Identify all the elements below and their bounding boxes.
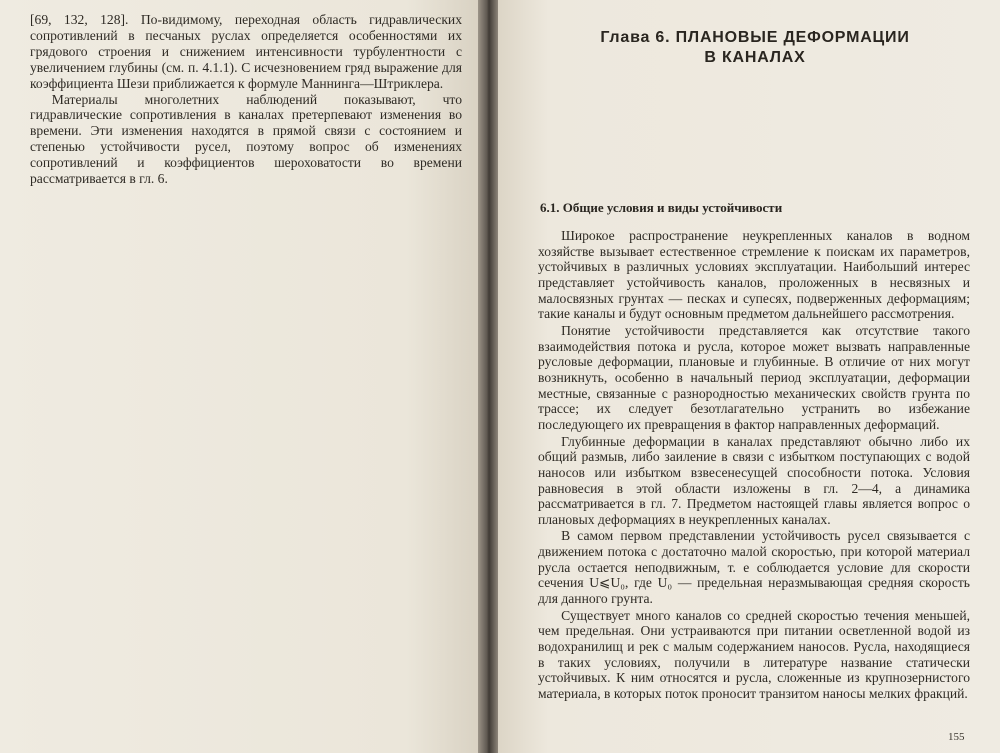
right-paragraph-1: Широкое распространение неукрепленных каналов в водном хозяйстве вызывает естественное стремление к поискам их параметров, устойчивых в различных условиях эксплуатации. Наибольший интерес представляет устойчивость каналов, проложенных в несвязных и малосвязных грунтах — песках и супесях, подверженных деформациям; такие каналы и будут основным предметом дальнейшего рассмотрения. [538, 228, 970, 322]
chapter-title [540, 28, 970, 68]
page-number: 155 [948, 731, 965, 743]
right-page-body [538, 228, 970, 703]
chapter-title-line-1: Глава 6. ПЛАНОВЫЕ ДЕФОРМАЦИИ [600, 29, 910, 46]
section-heading: 6.1. Общие условия и виды устойчивости [540, 200, 783, 215]
right-paragraph-5: Существует много каналов со средней скоростью течения меньшей, чем предельная. Они устраиваются при питании осветленной водой из водохранилищ и рек с малым содержанием наносов. Русла, находящиеся в таких условиях, получили в литературе название статически устойчивых. К ним относятся и русла, сложенные из крупнозернистого материала, в которых поток проносит транзитом наносы мелких фракций. [538, 607, 970, 702]
chapter-title-line-2: В КАНАЛАХ [704, 49, 806, 66]
left-page [0, 0, 478, 753]
right-paragraph-4: В самом первом представлении устойчивость русел связывается с движением потока с достаточно малой скоростью, при которой материал русла остается неподвижным, т. е соблюдается условие для скорости сечения U⩽U₀, где U₀ — предельная неразмывающая средняя скорость для данного грунта. [538, 528, 970, 607]
left-paragraph-2: Материалы многолетних наблюдений показывают, что гидравлические сопротивления в каналах претерпевают изменения во времени. Эти изменения находятся в прямой связи с состоянием и степенью устойчивости русел, поэтому вопрос об изменениях сопротивлений и коэффициентов шероховатости во времени рассматривается в гл. 6. [30, 91, 462, 187]
right-paragraph-2: Понятие устойчивости представляется как отсутствие такого взаимодействия потока и русла, которое может вызвать направленные русловые деформации, плановые и глубинные. В отличие от них могут возникнуть, особенно в начальный период эксплуатации, деформации местные, связанные с разнородностью механических свойств грунта по трассе; их следует безотлагательно устранить во избежание последующего их превращения в фактор направленных деформаций. [538, 322, 970, 432]
right-paragraph-3: Глубинные деформации в каналах представляют обычно либо их общий размыв, либо заиление в связи с избытком поступающих с водой наносов или избытком взвесенесущей способности потока. Условия равновесия в этой области изложены в гл. 2—4, а динамика рассматривается в гл. 7. Предметом настоящей главы является вопрос о плановых деформациях в неукрепленных каналах. [538, 433, 970, 527]
book-gutter [478, 0, 498, 753]
left-paragraph-1: [69, 132, 128]. По-видимому, переходная область гидравлических сопротивлений в песчаных руслах определяется особенностями их грядового строения и снижением интенсивности турбулентности с увеличением глубины (см. п. 4.1.1). С исчезновением гряд выражение для коэффициента Шези приближается к формуле Маннинга—Штриклера. [30, 12, 462, 91]
left-page-body [30, 12, 462, 187]
